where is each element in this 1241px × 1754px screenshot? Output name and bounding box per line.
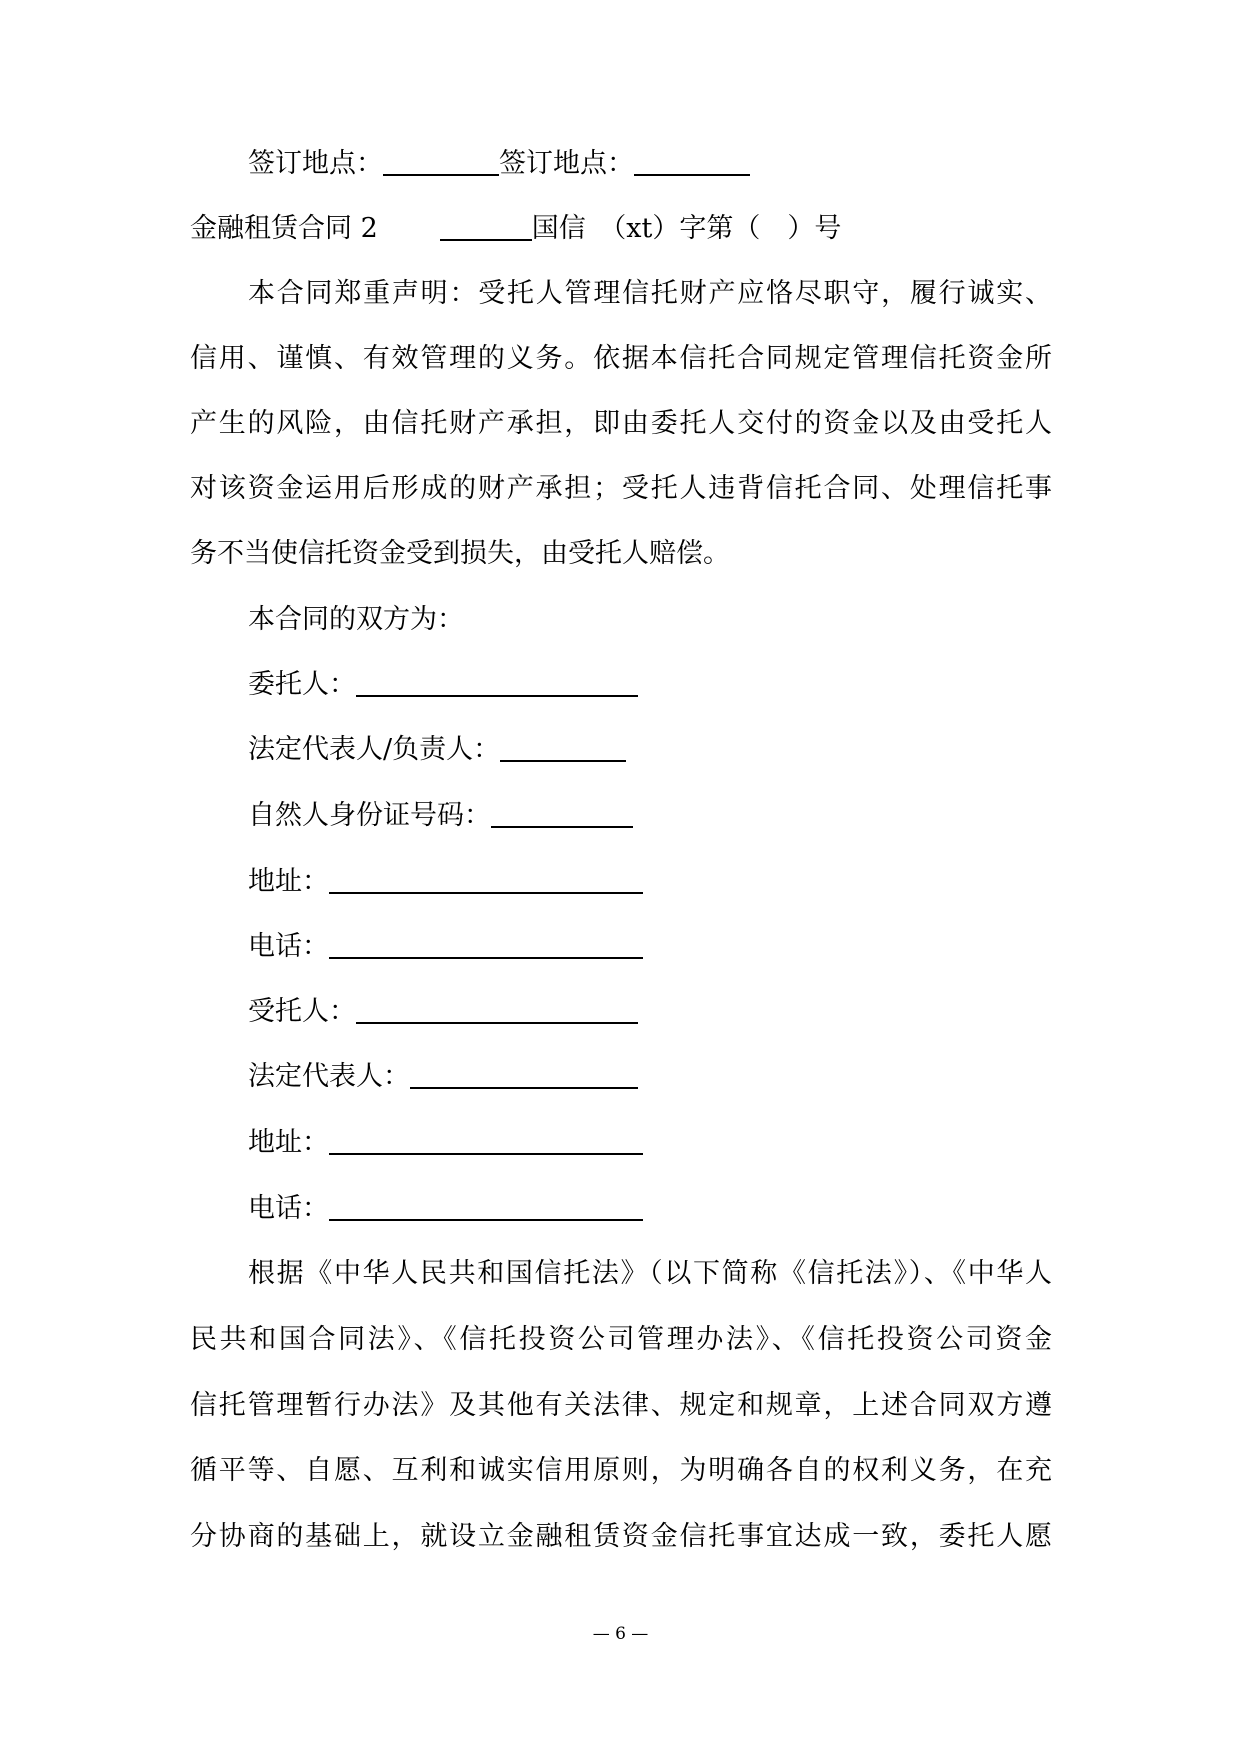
parties-intro: 本合同的双方为： — [248, 604, 464, 635]
signing-place-blank-2 — [634, 146, 750, 176]
field-id-number — [248, 796, 633, 836]
field-phone-trustee — [248, 1189, 643, 1229]
signing-place-label-1: 签订地点： — [248, 148, 383, 179]
basis-line-5: 分协商的基础上，就设立金融租赁资金信托事宜达成一致，委托人愿 — [190, 1521, 1052, 1552]
field-address-trustor — [248, 862, 643, 902]
field-blank — [356, 994, 638, 1024]
field-blank — [329, 1125, 643, 1155]
field-blank — [356, 667, 638, 697]
page-number: — 6 — — [592, 1624, 649, 1644]
field-blank — [329, 1191, 643, 1221]
field-label: 法定代表人： — [248, 1061, 410, 1092]
declaration-line-4: 对该资金运用后形成的财产承担；受托人违背信托合同、处理信托事 — [190, 473, 1052, 504]
field-legal-representative — [248, 730, 626, 770]
basis-line-1: 根据《中华人民共和国信托法》（以下简称《信托法》）、《中华人 — [248, 1258, 1052, 1289]
declaration-line-5: 务不当使信托资金受到损失，由受托人赔偿。 — [190, 538, 730, 569]
basis-line-4: 循平等、自愿、互利和诚实信用原则，为明确各自的权利义务，在充 — [190, 1455, 1052, 1486]
field-blank — [491, 798, 633, 828]
field-trustor — [248, 665, 638, 705]
basis-line-2: 民共和国合同法》、《信托投资公司管理办法》、《信托投资公司资金 — [190, 1324, 1052, 1355]
field-trustee — [248, 992, 638, 1032]
field-trustee-legal-representative — [248, 1057, 638, 1097]
field-label: 电话： — [248, 931, 329, 962]
field-blank — [329, 929, 643, 959]
field-blank — [329, 864, 643, 894]
contract-number-suffix: 国信 （xt）字第（ ）号 — [531, 213, 842, 244]
field-blank — [500, 732, 626, 762]
basis-line-3: 信托管理暂行办法》及其他有关法律、规定和规章，上述合同双方遵 — [190, 1390, 1052, 1421]
field-blank — [410, 1059, 638, 1089]
contract-title: 金融租赁合同 2 — [190, 213, 378, 244]
declaration-line-1: 本合同郑重声明：受托人管理信托财产应恪尽职守，履行诚实、 — [248, 278, 1052, 309]
field-label: 受托人： — [248, 996, 356, 1027]
signing-place-blank-1 — [383, 146, 499, 176]
field-label: 地址： — [248, 1127, 329, 1158]
field-address-trustee — [248, 1123, 643, 1163]
declaration-line-2: 信用、谨慎、有效管理的义务。依据本信托合同规定管理信托资金所 — [190, 343, 1052, 374]
declaration-line-3: 产生的风险，由信托财产承担，即由委托人交付的资金以及由受托人 — [190, 408, 1052, 439]
field-label: 自然人身份证号码： — [248, 800, 491, 831]
contract-number-blank — [440, 211, 532, 241]
signing-place-line — [248, 144, 750, 184]
signing-place-label-2: 签订地点： — [499, 148, 634, 179]
field-label: 法定代表人/负责人： — [248, 734, 501, 765]
field-label: 电话： — [248, 1193, 329, 1224]
field-phone-trustor — [248, 927, 643, 967]
contract-title-line — [190, 209, 841, 249]
field-label: 地址： — [248, 866, 329, 897]
field-label: 委托人： — [248, 669, 356, 700]
